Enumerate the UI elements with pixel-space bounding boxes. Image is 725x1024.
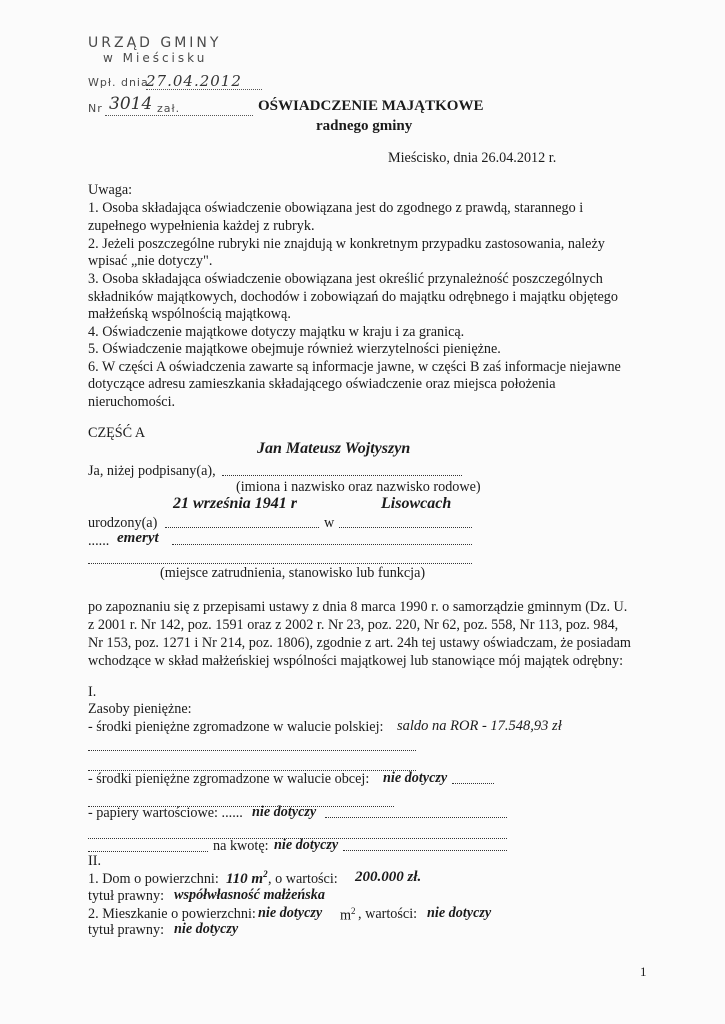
stamp-number-label: Nr [88, 102, 103, 115]
house-area-text: 110 m [226, 871, 264, 887]
notes-line: dotyczące adresu zamieszkania składającego oświadczenie oraz miejsca położenia [88, 376, 556, 392]
house-value: 200.000 zł. [355, 869, 422, 885]
pln-dotted-line [88, 750, 416, 751]
flat-label: 2. Mieszkanie o powierzchni: [88, 906, 256, 922]
stamp-received-label: Wpł. dnia [88, 76, 149, 89]
place-and-date: Mieścisko, dnia 26.04.2012 r. [388, 150, 557, 166]
notes-line: 5. Oświadczenie majątkowe obejmuje również wierzytelności pieniężne. [88, 341, 501, 357]
declaration-line: Nr 153, poz. 1271 i Nr 214, poz. 1806), zgodnie z art. 24h tej ustawy oświadczam, że posiadam [88, 635, 631, 651]
flat-area: nie dotyczy [258, 905, 323, 921]
flat-value: nie dotyczy [427, 905, 492, 921]
securities-dotted-line [325, 817, 507, 818]
occupation-dotted-line [172, 544, 472, 545]
notes-line: zupełnego wypełnienia każdej z rubryk. [88, 218, 315, 234]
occupation-hint: (miejsce zatrudnienia, stanowisko lub funkcja) [160, 565, 426, 581]
foreign-dotted-line [452, 783, 494, 784]
birth-date: 21 września 1941 r [173, 495, 298, 512]
section-i-heading: I. [88, 684, 97, 700]
part-a-heading: CZĘŚĆ A [88, 425, 146, 441]
notes-line: wpisać „nie dotyczy". [88, 253, 213, 269]
occupation-prefix: ...... [88, 533, 110, 549]
notes-line: składników majątkowych, dochodów i zobowiązań do majątku odrębnego i majątku objętego [88, 289, 618, 305]
flat-title-label: tytuł prawny: [88, 922, 165, 938]
section-i-title: Zasoby pieniężne: [88, 701, 192, 717]
stamp-date-line [146, 89, 262, 90]
amount-leading-dots [88, 851, 208, 852]
foreign-funds-value: nie dotyczy [383, 770, 448, 786]
house-title: współwłasność małżeńska [174, 887, 325, 903]
flat-unit-text: m [340, 907, 352, 924]
stamp-attachment-label: zał. [157, 102, 181, 115]
declaration-line: po zapoznaniu się z przepisami ustawy z dnia 8 marca 1990 r. o samorządzie gminnym (Dz. U. [88, 599, 628, 615]
squared-sup: 2 [351, 906, 356, 916]
house-title-label: tytuł prawny: [88, 888, 165, 904]
notes-heading: Uwaga: [88, 182, 133, 198]
declaration-line: z 2001 r. Nr 142, poz. 1591 oraz z 2002 r. Nr 23, poz. 220, Nr 62, poz. 558, Nr 113, poz. 984, [88, 617, 619, 633]
notes-line: 6. W części A oświadczenia zawarte są informacje jawne, w części B zaś informacje niejawne [88, 359, 621, 375]
birth-place-dotted-line [339, 527, 472, 528]
office-stamp-line2: w Mieścisku [103, 51, 208, 65]
name-dotted-line [222, 475, 462, 476]
amount-label: na kwotę: [213, 838, 269, 854]
foreign-funds-label: - środki pieniężne zgromadzone w walucie obcej: [88, 771, 370, 787]
pln-funds-value: saldo na ROR - 17.548,93 zł [397, 718, 562, 734]
declaration-line: wchodzące w skład małżeńskiej wspólności majątkowej lub stanowiące mój majątek odrębny: [88, 653, 624, 669]
office-stamp-line1: URZĄD GMINY [88, 35, 222, 51]
notes-line: 1. Osoba składająca oświadczenie obowiązana jest do zgodnego z prawdą, starannego i [88, 200, 584, 216]
document-title: OŚWIADCZENIE MAJĄTKOWE [258, 98, 484, 114]
house-label: 1. Dom o powierzchni: [88, 871, 219, 887]
securities-value: nie dotyczy [252, 804, 317, 820]
born-label: urodzony(a) [88, 515, 158, 531]
occupation-dotted-line-2 [88, 563, 472, 564]
flat-unit [340, 906, 356, 925]
occupation-value: emeryt [117, 530, 159, 546]
notes-line: małżeńską wspólnością majątkową. [88, 306, 291, 322]
stamp-number-line [105, 115, 253, 116]
declarant-name: Jan Mateusz Wojtyszyn [257, 440, 411, 457]
birth-place-label: w [324, 515, 335, 531]
house-area [226, 869, 268, 888]
page-number: 1 [640, 964, 647, 979]
notes-line: 2. Jeżeli poszczególne rubryki nie znajdują w konkretnym przypadku zastosowania, należy [88, 236, 605, 252]
stamp-number-value: 3014 [109, 94, 153, 114]
pln-funds-label: - środki pieniężne zgromadzone w walucie polskiej: [88, 719, 384, 735]
section-ii-heading: II. [88, 853, 101, 869]
flat-title: nie dotyczy [174, 921, 239, 937]
declarant-label: Ja, niżej podpisany(a), [88, 463, 216, 479]
birth-place: Lisowcach [381, 495, 452, 512]
notes-line: 3. Osoba składająca oświadczenie obowiązana jest określić przynależność poszczególnych [88, 271, 603, 287]
flat-value-label: , wartości: [358, 906, 418, 922]
amount-value: nie dotyczy [274, 837, 339, 853]
amount-dotted-line [343, 850, 507, 851]
birth-date-dotted-line [165, 527, 319, 528]
squared-sup: 2 [263, 869, 268, 879]
name-hint: (imiona i nazwisko oraz nazwisko rodowe) [236, 479, 481, 495]
securities-label: - papiery wartościowe: ...... [88, 805, 243, 821]
house-value-label: , o wartości: [268, 871, 338, 887]
stamp-received-date: 27.04.2012 [146, 72, 242, 90]
document-subtitle: radnego gminy [316, 118, 413, 134]
notes-line: 4. Oświadczenie majątkowe dotyczy majątku w kraju i za granicą. [88, 324, 465, 340]
notes-line: nieruchomości. [88, 394, 176, 410]
